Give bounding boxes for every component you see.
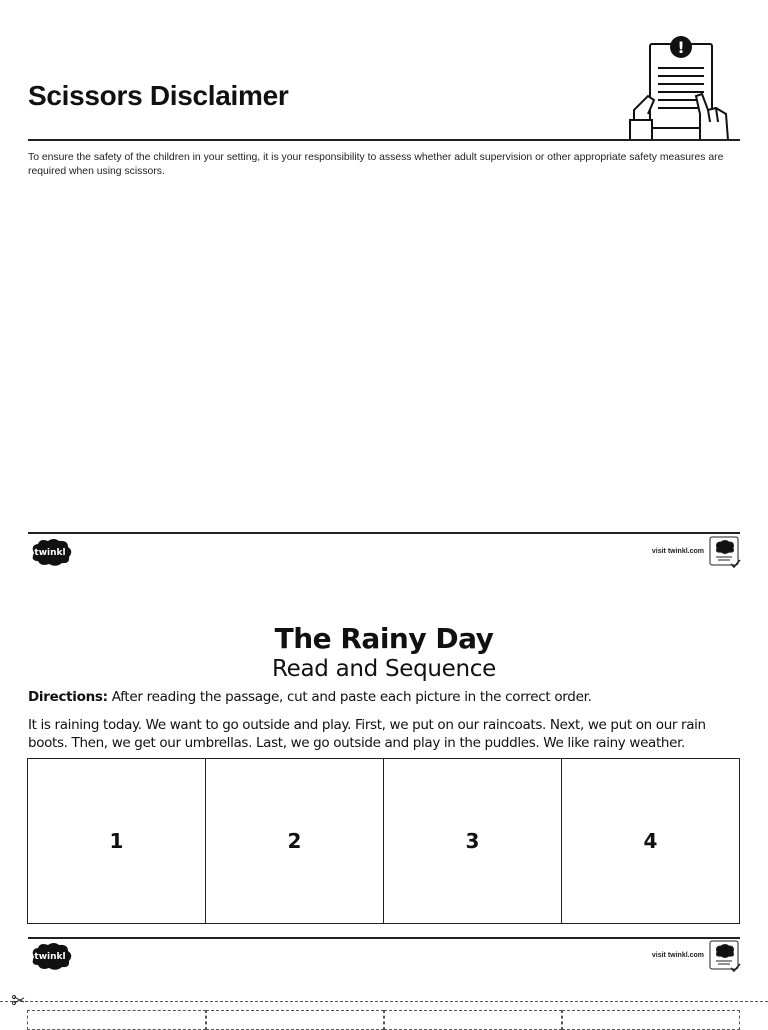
- sequence-box-1[interactable]: 1: [28, 759, 206, 923]
- visit-link-2[interactable]: visit twinkl.com: [651, 952, 704, 959]
- disclaimer-title: Scissors Disclaimer: [28, 80, 289, 111]
- cutout-picture-card[interactable]: [27, 1010, 206, 1030]
- disclaimer-text: To ensure the safety of the children in your setting, it is your responsibility to assess whether adult supervision or other appropriate safety measures are required when using scissors.: [28, 152, 724, 177]
- twinkl-logo-text: twinkl: [34, 952, 66, 962]
- sequence-boxes: [27, 758, 740, 924]
- reading-passage: It is raining today. We want to go outside and play. First, we put on our raincoats. Next, we put on our rain boots. Then, we get our umbrellas. Last, we go outside and play in the puddles. We like rainy weather.: [28, 717, 706, 751]
- directions: [28, 688, 742, 706]
- cut-line: [0, 1001, 768, 1002]
- quality-badge-icon: [709, 940, 741, 972]
- twinkl-logo-icon: [28, 941, 74, 971]
- header-divider: [28, 139, 740, 141]
- sequence-box-4[interactable]: 4: [643, 829, 658, 853]
- cutout-picture-card[interactable]: [206, 1010, 384, 1030]
- directions-text: After reading the passage, cut and paste each picture in the correct order.: [107, 689, 592, 705]
- footer-divider: [28, 532, 740, 534]
- twinkl-logo-text: twinkl: [34, 548, 66, 558]
- svg-text:!: !: [677, 38, 685, 57]
- directions-label: Directions:: [28, 689, 108, 705]
- sequence-box-2[interactable]: 2: [206, 759, 384, 923]
- worksheet-subtitle: Read and Sequence: [271, 656, 497, 682]
- worksheet-title: The Rainy Day: [274, 622, 494, 655]
- twinkl-logo-icon: [28, 537, 74, 567]
- cutout-picture-card[interactable]: [562, 1010, 740, 1030]
- footer-divider-2: [28, 937, 740, 939]
- sequence-box-3[interactable]: 3: [384, 759, 562, 923]
- cutout-picture-card[interactable]: [384, 1010, 562, 1030]
- visit-link[interactable]: visit twinkl.com: [651, 548, 704, 555]
- quality-badge-icon: [709, 536, 741, 568]
- clipboard-warning-icon: [624, 34, 742, 142]
- scissors-icon: [12, 994, 26, 1006]
